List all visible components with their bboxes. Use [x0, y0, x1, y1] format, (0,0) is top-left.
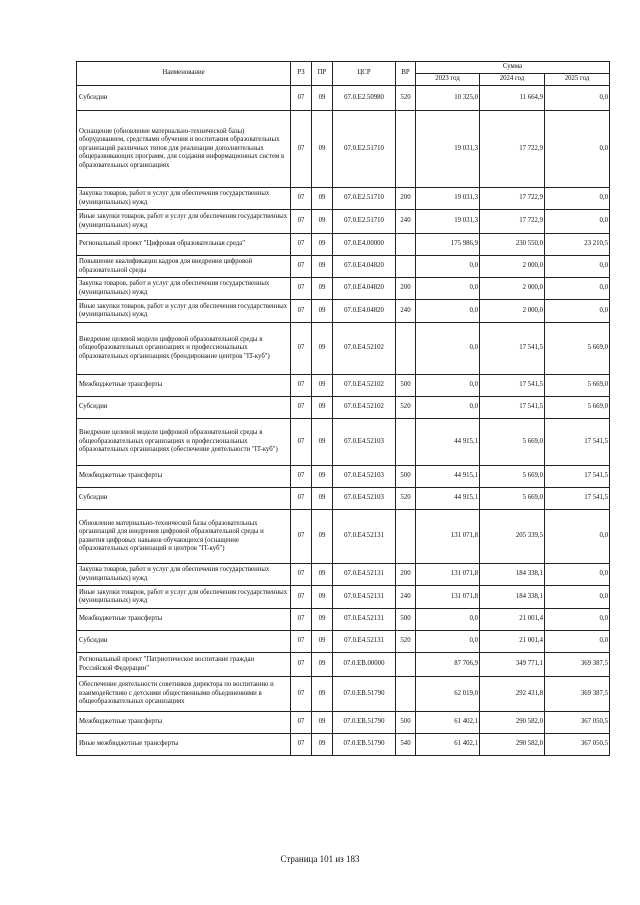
- row-value-2024: 21 001,4: [480, 609, 545, 631]
- row-csr: 07.0.E2.51710: [333, 188, 396, 210]
- row-csr: 07.0.E2.51710: [333, 111, 396, 188]
- row-rz: 07: [291, 466, 312, 488]
- row-csr: 07.0.EB.51790: [333, 712, 396, 734]
- row-rz: 07: [291, 488, 312, 510]
- row-csr: 07.0.E2.51710: [333, 210, 396, 234]
- header-year-2023: 2023 год: [416, 74, 480, 86]
- row-vr: [396, 234, 416, 256]
- row-value-2024: 11 664,9: [480, 86, 545, 111]
- row-value-2024: 5 669,0: [480, 488, 545, 510]
- header-year-2025: 2025 год: [545, 74, 610, 86]
- row-csr: 07.0.E4.52102: [333, 375, 396, 397]
- row-value-2025: 0,0: [545, 609, 610, 631]
- row-value-2023: 44 915,1: [416, 466, 480, 488]
- table-row: [77, 300, 610, 323]
- row-value-2023: 44 915,1: [416, 488, 480, 510]
- row-name: Региональный проект "Цифровая образовательная среда": [77, 234, 291, 256]
- row-name: Закупка товаров, работ и услуг для обеспечения государственных (муниципальных) нужд: [77, 564, 291, 586]
- table-row: [77, 375, 610, 397]
- row-value-2025: 369 387,5: [545, 677, 610, 712]
- row-csr: 07.0.E4.52103: [333, 419, 396, 466]
- row-pr: 09: [312, 564, 333, 586]
- row-vr: 240: [396, 586, 416, 609]
- row-rz: 07: [291, 234, 312, 256]
- row-value-2025: 369 387,5: [545, 653, 610, 677]
- row-vr: 520: [396, 488, 416, 510]
- row-value-2023: 0,0: [416, 609, 480, 631]
- row-pr: 09: [312, 111, 333, 188]
- row-value-2023: 10 325,0: [416, 86, 480, 111]
- row-vr: [396, 677, 416, 712]
- row-vr: [396, 419, 416, 466]
- row-name: Закупка товаров, работ и услуг для обеспечения государственных (муниципальных) нужд: [77, 188, 291, 210]
- row-pr: 09: [312, 510, 333, 564]
- row-value-2024: 184 338,1: [480, 564, 545, 586]
- row-value-2023: 44 915,1: [416, 419, 480, 466]
- row-name: Внедрение целевой модели цифровой образовательной среды в общеобразовательных организациях и профессиональных образовательных организациях (брендирование центров "IT-куб"): [77, 323, 291, 375]
- row-pr: 09: [312, 653, 333, 677]
- row-vr: 200: [396, 278, 416, 300]
- header-rz: РЗ: [291, 62, 312, 86]
- row-rz: 07: [291, 712, 312, 734]
- row-vr: 520: [396, 631, 416, 653]
- row-vr: 500: [396, 466, 416, 488]
- row-value-2025: 0,0: [545, 586, 610, 609]
- table-row: [77, 188, 610, 210]
- row-value-2024: 205 339,5: [480, 510, 545, 564]
- row-value-2025: 5 669,0: [545, 375, 610, 397]
- row-csr: 07.0.EB.51790: [333, 677, 396, 712]
- row-rz: 07: [291, 631, 312, 653]
- row-rz: 07: [291, 419, 312, 466]
- row-rz: 07: [291, 256, 312, 278]
- row-value-2024: 5 669,0: [480, 466, 545, 488]
- row-value-2024: 2 000,0: [480, 278, 545, 300]
- table-body: [77, 86, 610, 756]
- row-pr: 09: [312, 586, 333, 609]
- row-csr: 07.0.E4.52102: [333, 397, 396, 419]
- row-vr: [396, 323, 416, 375]
- row-pr: 09: [312, 397, 333, 419]
- row-name: Обновление материально-технической базы образовательных организаций для внедрения цифровой образовательной среды и развития цифровых навыков обучающихся (оснащение образовательных организаций и центров "IT-куб"): [77, 510, 291, 564]
- row-value-2025: 23 210,5: [545, 234, 610, 256]
- row-value-2025: 0,0: [545, 86, 610, 111]
- row-csr: 07.0.E4.52131: [333, 586, 396, 609]
- row-value-2024: 17 541,5: [480, 323, 545, 375]
- row-name: Закупка товаров, работ и услуг для обеспечения государственных (муниципальных) нужд: [77, 278, 291, 300]
- row-rz: 07: [291, 86, 312, 111]
- row-csr: 07.0.E4.52103: [333, 488, 396, 510]
- row-value-2025: 0,0: [545, 111, 610, 188]
- row-value-2025: 5 669,0: [545, 323, 610, 375]
- row-value-2023: 131 071,8: [416, 564, 480, 586]
- row-value-2023: 0,0: [416, 631, 480, 653]
- table-row: [77, 586, 610, 609]
- row-value-2024: 17 722,9: [480, 188, 545, 210]
- row-value-2023: 19 031,3: [416, 210, 480, 234]
- row-pr: 09: [312, 86, 333, 111]
- row-pr: 09: [312, 631, 333, 653]
- row-value-2024: 17 541,5: [480, 375, 545, 397]
- row-pr: 09: [312, 466, 333, 488]
- row-value-2024: 17 722,9: [480, 111, 545, 188]
- row-pr: 09: [312, 419, 333, 466]
- row-vr: [396, 653, 416, 677]
- row-pr: 09: [312, 210, 333, 234]
- row-csr: 07.0.E2.50980: [333, 86, 396, 111]
- row-value-2023: 0,0: [416, 256, 480, 278]
- row-vr: [396, 510, 416, 564]
- row-pr: 09: [312, 300, 333, 323]
- row-value-2025: 0,0: [545, 188, 610, 210]
- row-rz: 07: [291, 510, 312, 564]
- row-name: Оснащение (обновление материально-технической базы) оборудованием, средствами обучения и воспитания образовательных организаций различных типов для реализации дополнительных общеразвивающих программ, для создания информационных систем в образовательных организациях: [77, 111, 291, 188]
- table-row: [77, 397, 610, 419]
- row-vr: 500: [396, 609, 416, 631]
- row-csr: 07.0.E4.04820: [333, 256, 396, 278]
- row-csr: 07.0.E4.52102: [333, 323, 396, 375]
- row-pr: 09: [312, 256, 333, 278]
- row-value-2024: 17 541,5: [480, 397, 545, 419]
- row-value-2024: 230 550,0: [480, 234, 545, 256]
- row-value-2023: 0,0: [416, 323, 480, 375]
- row-value-2025: 0,0: [545, 210, 610, 234]
- row-rz: 07: [291, 564, 312, 586]
- row-rz: 07: [291, 653, 312, 677]
- row-vr: 540: [396, 734, 416, 756]
- row-value-2024: 290 582,0: [480, 712, 545, 734]
- table-row: [77, 86, 610, 111]
- header-pr: ПР: [312, 62, 333, 86]
- row-name: Межбюджетные трансферты: [77, 466, 291, 488]
- row-csr: 07.0.EB.51790: [333, 734, 396, 756]
- row-value-2023: 0,0: [416, 300, 480, 323]
- row-value-2025: 17 541,5: [545, 488, 610, 510]
- table-row: [77, 278, 610, 300]
- row-name: Внедрение целевой модели цифровой образовательной среды в общеобразовательных организациях и профессиональных образовательных организациях (обеспечение деятельности "IT-куб"): [77, 419, 291, 466]
- row-value-2025: 5 669,0: [545, 397, 610, 419]
- row-csr: 07.0.E4.00000: [333, 234, 396, 256]
- row-name: Иные закупки товаров, работ и услуг для обеспечения государственных (муниципальных) нужд: [77, 210, 291, 234]
- row-pr: 09: [312, 734, 333, 756]
- row-value-2023: 61 402,1: [416, 734, 480, 756]
- row-name: Субсидии: [77, 86, 291, 111]
- row-vr: 520: [396, 86, 416, 111]
- header-csr: ЦСР: [333, 62, 396, 86]
- row-value-2023: 131 071,8: [416, 510, 480, 564]
- table-row: [77, 653, 610, 677]
- row-pr: 09: [312, 375, 333, 397]
- row-name: Иные межбюджетные трансферты: [77, 734, 291, 756]
- row-value-2023: 0,0: [416, 278, 480, 300]
- row-value-2024: 349 771,1: [480, 653, 545, 677]
- row-csr: 07.0.E4.04820: [333, 278, 396, 300]
- row-vr: [396, 256, 416, 278]
- row-value-2025: 0,0: [545, 300, 610, 323]
- row-value-2025: 0,0: [545, 564, 610, 586]
- table-row: [77, 488, 610, 510]
- row-value-2023: 0,0: [416, 375, 480, 397]
- row-value-2025: 0,0: [545, 256, 610, 278]
- table-row: [77, 419, 610, 466]
- row-pr: 09: [312, 712, 333, 734]
- row-rz: 07: [291, 586, 312, 609]
- row-rz: 07: [291, 375, 312, 397]
- row-rz: 07: [291, 210, 312, 234]
- row-vr: [396, 111, 416, 188]
- row-csr: 07.0.E4.52103: [333, 466, 396, 488]
- row-rz: 07: [291, 278, 312, 300]
- table-row: [77, 256, 610, 278]
- row-value-2024: 292 431,8: [480, 677, 545, 712]
- row-vr: 500: [396, 712, 416, 734]
- row-value-2024: 2 000,0: [480, 256, 545, 278]
- row-pr: 09: [312, 188, 333, 210]
- table-row: [77, 609, 610, 631]
- row-pr: 09: [312, 609, 333, 631]
- row-csr: 07.0.E4.04820: [333, 300, 396, 323]
- row-rz: 07: [291, 734, 312, 756]
- table-row: [77, 510, 610, 564]
- table-row: [77, 564, 610, 586]
- row-value-2025: 0,0: [545, 278, 610, 300]
- row-name: Иные закупки товаров, работ и услуг для обеспечения государственных (муниципальных) нужд: [77, 586, 291, 609]
- table-row: [77, 712, 610, 734]
- row-value-2025: 17 541,5: [545, 419, 610, 466]
- row-pr: 09: [312, 278, 333, 300]
- row-value-2024: 2 000,0: [480, 300, 545, 323]
- row-name: Региональный проект "Патриотическое воспитание граждан Российской Федерации": [77, 653, 291, 677]
- row-rz: 07: [291, 111, 312, 188]
- row-value-2025: 0,0: [545, 631, 610, 653]
- row-value-2024: 21 001,4: [480, 631, 545, 653]
- row-value-2024: 17 722,9: [480, 210, 545, 234]
- row-name: Субсидии: [77, 397, 291, 419]
- row-value-2023: 87 706,9: [416, 653, 480, 677]
- row-name: Межбюджетные трансферты: [77, 712, 291, 734]
- row-vr: 200: [396, 188, 416, 210]
- row-csr: 07.0.E4.52131: [333, 609, 396, 631]
- row-value-2025: 0,0: [545, 510, 610, 564]
- page-number: Страница 101 из 183: [280, 854, 360, 864]
- table-row: [77, 631, 610, 653]
- row-csr: 07.0.E4.52131: [333, 510, 396, 564]
- table-row: [77, 466, 610, 488]
- row-value-2023: 61 402,1: [416, 712, 480, 734]
- table-row: [77, 677, 610, 712]
- row-vr: 520: [396, 397, 416, 419]
- row-pr: 09: [312, 323, 333, 375]
- row-name: Повышение квалификации кадров для внедрения цифровой образовательной среды: [77, 256, 291, 278]
- row-name: Субсидии: [77, 488, 291, 510]
- row-name: Межбюджетные трансферты: [77, 375, 291, 397]
- row-rz: 07: [291, 323, 312, 375]
- row-rz: 07: [291, 188, 312, 210]
- row-value-2023: 175 986,9: [416, 234, 480, 256]
- row-pr: 09: [312, 234, 333, 256]
- row-rz: 07: [291, 609, 312, 631]
- row-vr: 240: [396, 210, 416, 234]
- row-vr: 240: [396, 300, 416, 323]
- table-row: [77, 323, 610, 375]
- row-value-2025: 367 050,5: [545, 734, 610, 756]
- table-row: [77, 734, 610, 756]
- header-vr: ВР: [396, 62, 416, 86]
- table-header: [77, 62, 610, 86]
- row-value-2024: 5 669,0: [480, 419, 545, 466]
- header-name: Наименование: [77, 62, 291, 86]
- row-csr: 07.0.E4.52131: [333, 564, 396, 586]
- row-rz: 07: [291, 300, 312, 323]
- row-value-2024: 184 338,1: [480, 586, 545, 609]
- row-name: Межбюджетные трансферты: [77, 609, 291, 631]
- header-year-2024: 2024 год: [480, 74, 545, 86]
- row-vr: 500: [396, 375, 416, 397]
- row-name: Иные закупки товаров, работ и услуг для обеспечения государственных (муниципальных) нужд: [77, 300, 291, 323]
- row-name: Субсидии: [77, 631, 291, 653]
- row-value-2023: 0,0: [416, 397, 480, 419]
- row-value-2024: 290 582,0: [480, 734, 545, 756]
- table-row: [77, 234, 610, 256]
- row-rz: 07: [291, 397, 312, 419]
- table-row: [77, 210, 610, 234]
- row-value-2025: 17 541,5: [545, 466, 610, 488]
- row-name: Обеспечение деятельности советников директора по воспитанию и взаимодействию с детскими общественными объединениями в общеобразовательных организациях: [77, 677, 291, 712]
- row-pr: 09: [312, 488, 333, 510]
- row-pr: 09: [312, 677, 333, 712]
- row-value-2023: 131 071,8: [416, 586, 480, 609]
- row-csr: 07.0.EB.00000: [333, 653, 396, 677]
- table-row: [77, 111, 610, 188]
- budget-table: [76, 61, 610, 756]
- row-value-2023: 19 031,3: [416, 111, 480, 188]
- row-vr: 200: [396, 564, 416, 586]
- row-csr: 07.0.E4.52131: [333, 631, 396, 653]
- row-rz: 07: [291, 677, 312, 712]
- row-value-2025: 367 050,5: [545, 712, 610, 734]
- header-sum: Сумма: [416, 62, 610, 74]
- row-value-2023: 62 019,0: [416, 677, 480, 712]
- row-value-2023: 19 031,3: [416, 188, 480, 210]
